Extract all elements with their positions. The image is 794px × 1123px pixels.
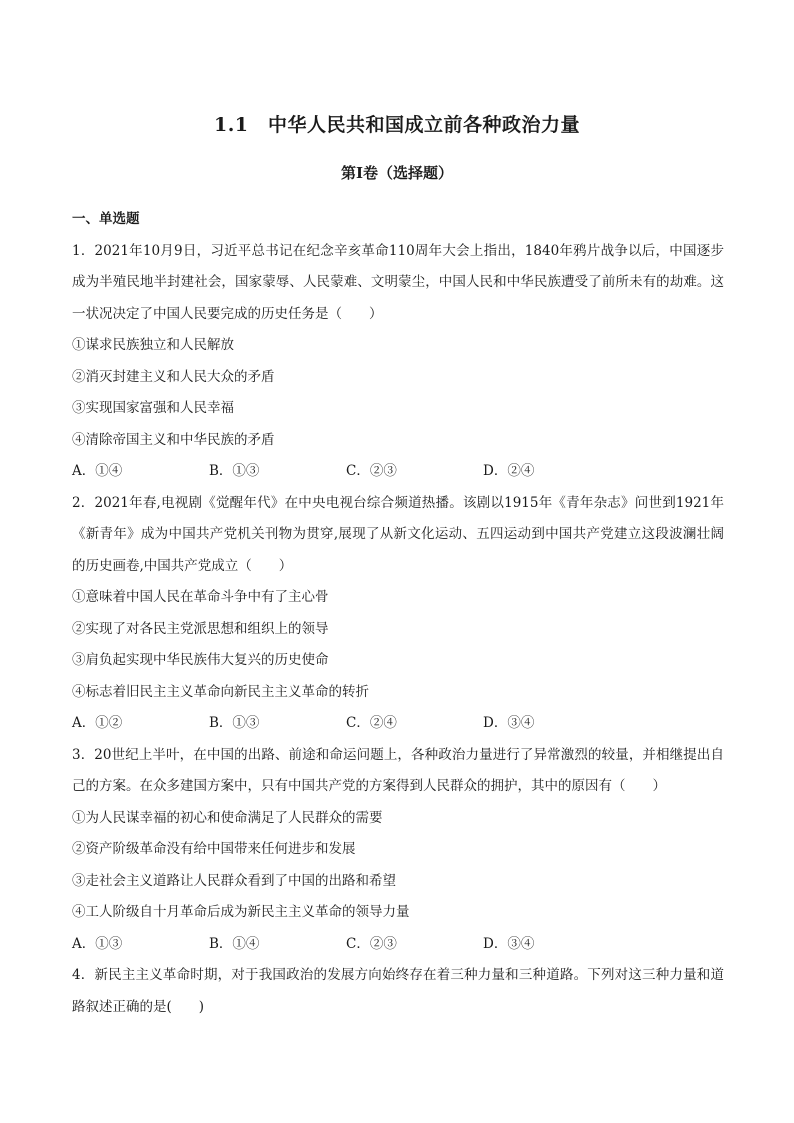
statement-item: ③实现国家富强和人民幸福 xyxy=(72,400,234,416)
question-1 xyxy=(72,236,724,488)
option-d: D．③④ xyxy=(483,715,535,731)
question-3 xyxy=(72,740,724,961)
page-title: 1.1 中华人民共和国成立前各种政治力量 xyxy=(213,114,581,136)
statement-item: ②实现了对各民主党派思想和组织上的领导 xyxy=(72,620,329,637)
answer-options xyxy=(72,708,724,740)
answer-options xyxy=(72,456,724,488)
answer-options xyxy=(72,929,724,961)
question-content xyxy=(72,204,724,1023)
statement-item: ②资产阶级革命没有给中国带来任何进步和发展 xyxy=(72,841,356,857)
option-b: B．①③ xyxy=(209,463,260,479)
section-heading: 一、单选题 xyxy=(72,211,140,227)
statement-item: ④清除帝国主义和中华民族的矛盾 xyxy=(72,431,275,448)
question-text: 2．2021年春,电视剧《觉醒年代》在中央电视台综合频道热播。该剧以1915年《青年杂志》问世到1921年《新青年》成为中国共产党机关刊物为贯穿,展现了从新文化运动、五四运动到中国共产党建立这段波澜壮阔的历史画卷,中国共产党成立（ ） xyxy=(72,494,724,574)
option-d: D．②④ xyxy=(483,463,535,479)
option-b: B．①④ xyxy=(209,935,260,952)
statement-item: ①为人民谋幸福的初心和使命满足了人民群众的需要 xyxy=(72,809,383,826)
statement-item: ③走社会主义道路让人民群众看到了中国的出路和希望 xyxy=(72,872,396,889)
option-d: D．③④ xyxy=(483,935,535,952)
option-b: B．①③ xyxy=(209,715,260,731)
option-c: C．②③ xyxy=(346,463,397,479)
volume-subtitle: 第Ⅰ卷（选择题） xyxy=(340,164,454,182)
statement-item: ③肩负起实现中华民族伟大复兴的历史使命 xyxy=(72,652,329,668)
statement-item: ②消灭封建主义和人民大众的矛盾 xyxy=(72,368,275,385)
statement-item: ①意味着中国人民在革命斗争中有了主心骨 xyxy=(72,589,329,605)
statement-item: ④标志着旧民主主义革命向新民主主义革命的转折 xyxy=(72,683,369,700)
option-a: A．①② xyxy=(72,715,123,731)
option-a: A．①④ xyxy=(72,463,123,479)
question-text: 1．2021年10月9日，习近平总书记在纪念辛亥革命110周年大会上指出，1840年鸦片战争以后，中国逐步成为半殖民地半封建社会，国家蒙辱、人民蒙难、文明蒙尘，中国人民和中华民族遭受了前所未有的劫难。这一状况决定了中国人民要完成的历史任务是（ ） xyxy=(72,242,724,322)
option-a: A．①③ xyxy=(72,935,123,952)
statement-item: ①谋求民族独立和人民解放 xyxy=(72,337,234,353)
statement-item: ④工人阶级自十月革命后成为新民主主义革命的领导力量 xyxy=(72,904,410,920)
option-c: C．②③ xyxy=(346,935,397,952)
question-text: 4．新民主主义革命时期，对于我国政治的发展方向始终存在着三种力量和三种道路。下列对这三种力量和道路叙述正确的是( ) xyxy=(72,967,724,1015)
question-2 xyxy=(72,488,724,740)
question-text: 3．20世纪上半叶，在中国的出路、前途和命运问题上，各种政治力量进行了异常激烈的较量，并相继提出自己的方案。在众多建国方案中，只有中国共产党的方案得到人民群众的拥护，其中的原因有（ ） xyxy=(72,746,724,794)
question-4 xyxy=(72,960,724,1023)
option-c: C．②④ xyxy=(346,715,397,731)
